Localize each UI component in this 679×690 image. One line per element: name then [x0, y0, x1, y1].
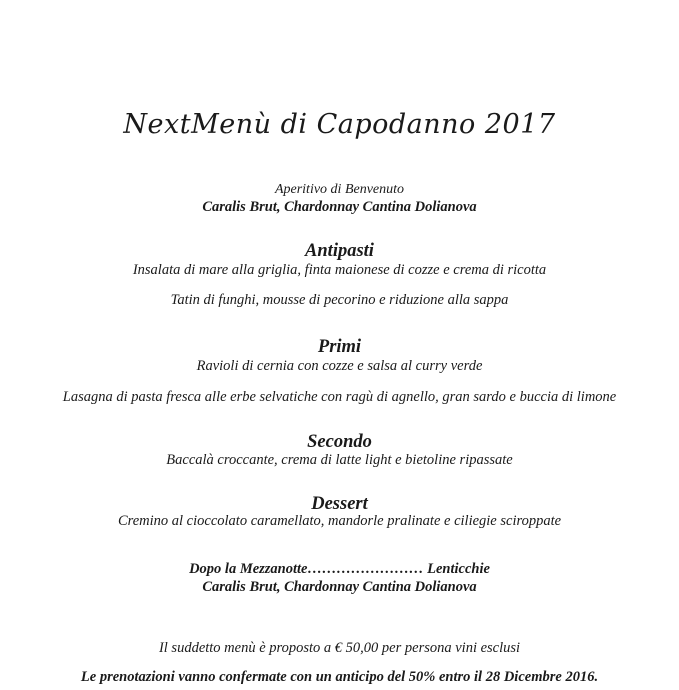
section-heading-primi: Primi: [317, 337, 362, 357]
midnight-wine: Caralis Brut, Chardonnay Cantina Dolianova: [202, 579, 477, 595]
menu-title: NextMenù di Capodanno 2017: [123, 109, 556, 140]
antipasti-dish-2: Tatin di funghi, mousse di pecorino e riduzione alla sappa: [170, 292, 509, 308]
secondo-dish-1: Baccalà croccante, crema di latte light e bietoline ripassate: [166, 452, 513, 468]
dessert-dish-1: Cremino al cioccolato caramellato, mandorle pralinate e ciliegie sciroppate: [117, 513, 562, 529]
section-heading-dessert: Dessert: [311, 494, 368, 514]
price-note: Il suddetto menù è proposto a € 50,00 per persona vini esclusi: [158, 640, 521, 656]
aperitif-wine: Caralis Brut, Chardonnay Cantina Dolianova: [202, 199, 477, 215]
aperitif-label: Aperitivo di Benvenuto: [274, 182, 405, 197]
section-heading-antipasti: Antipasti: [305, 241, 374, 261]
booking-note: Le prenotazioni vanno confermate con un anticipo del 50% entro il 28 Dicembre 2016.: [80, 669, 599, 685]
antipasti-dish-1: Insalata di mare alla griglia, finta maionese di cozze e crema di ricotta: [132, 262, 547, 278]
midnight-line: Dopo la Mezzanotte…………………… Lenticchie: [189, 561, 490, 577]
section-heading-secondo: Secondo: [307, 432, 372, 452]
primi-dish-2: Lasagna di pasta fresca alle erbe selvatiche con ragù di agnello, gran sardo e buccia di limone: [62, 389, 617, 405]
primi-dish-1: Ravioli di cernia con cozze e salsa al curry verde: [196, 358, 483, 374]
